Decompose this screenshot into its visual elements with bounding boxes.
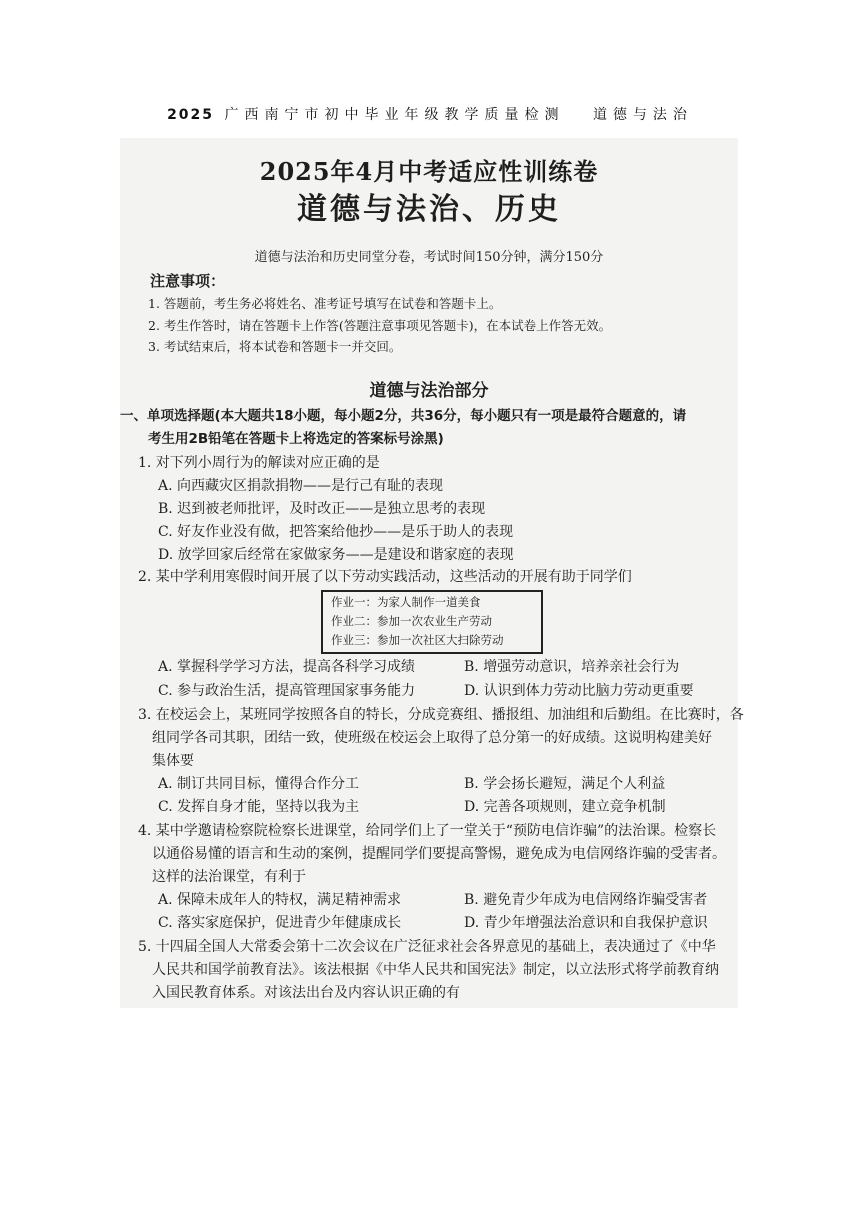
page-header	[0, 104, 860, 124]
question-1-stem: 1. 对下列小周行为的解读对应正确的是	[138, 455, 380, 471]
question-4-option-b: B. 避免青少年成为电信网络诈骗受害者	[464, 892, 708, 908]
exam-subject-title: 道德与法治、历史	[297, 192, 561, 227]
instruction-line: 一、单项选择题(本大题共18小题，每小题2分，共36分，每小题只有一项是最符合题意的，请	[120, 408, 687, 424]
exam-info: 道德与法治和历史同堂分卷，考试时间150分钟，满分150分	[254, 250, 604, 265]
note-item: 2. 考生作答时，请在答题卡上作答(答题注意事项见答题卡)，在本试卷上作答无效。	[148, 318, 612, 333]
question-3-stem: 3. 在校运会上，某班同学按照各自的特长，分成竞赛组、播报组、加油组和后勤组。在比赛时，各	[138, 707, 744, 723]
instruction-line: 考生用2B铅笔在答题卡上将选定的答案标号涂黑)	[148, 431, 444, 447]
question-3-stem: 集体要	[152, 753, 194, 769]
question-2-option-b: B. 增强劳动意识，培养亲社会行为	[464, 659, 680, 675]
material-line: 作业一：为家人制作一道美食	[331, 595, 481, 609]
question-2-option-d: D. 认识到体力劳动比脑力劳动更重要	[464, 683, 694, 699]
question-5-stem: 人民共和国学前教育法》。该法根据《中华人民共和国宪法》制定，以立法形式将学前教育纳	[152, 962, 719, 978]
question-4-option-c: C. 落实家庭保护，促进青少年健康成长	[158, 915, 402, 931]
question-2-stem: 2. 某中学利用寒假时间开展了以下劳动实践活动，这些活动的开展有助于同学们	[138, 569, 632, 585]
question-4-stem: 这样的法治课堂，有利于	[152, 869, 306, 885]
question-2-option-c: C. 参与政治生活，提高管理国家事务能力	[158, 683, 416, 699]
note-item: 1. 答题前，考生务必将姓名、准考证号填写在试卷和答题卡上。	[148, 296, 502, 311]
question-4-stem: 4. 某中学邀请检察院检察长进课堂，给同学们上了一堂关于“预防电信诈骗”的法治课。检察长	[138, 823, 717, 839]
material-line: 作业二：参加一次农业生产劳动	[331, 614, 492, 628]
material-line: 作业三：参加一次社区大扫除劳动	[331, 633, 504, 647]
question-5-stem: 5. 十四届全国人大常委会第十二次会议在广泛征求社会各界意见的基础上，表决通过了《中华	[138, 939, 716, 955]
question-1-option-b: B. 迟到被老师批评，及时改正——是独立思考的表现	[158, 501, 486, 517]
question-4-option-d: D. 青少年增强法治意识和自我保护意识	[464, 915, 708, 931]
question-5-stem: 入国民教育体系。对该法出台及内容认识正确的有	[152, 985, 460, 1001]
header-year: 2025	[167, 107, 215, 123]
notes-heading: 注意事项：	[150, 272, 226, 290]
question-3-stem: 组同学各司其职，团结一致，使班级在校运会上取得了总分第一的好成绩。这说明构建美好	[152, 730, 712, 746]
exam-title: 2025年4月中考适应性训练卷	[259, 157, 599, 186]
question-1-option-a: A. 向西藏灾区捐款捐物——是行己有耻的表现	[158, 478, 444, 494]
question-2-option-a: A. 掌握科学学习方法，提高各科学习成绩	[158, 659, 416, 675]
question-3-option-c: C. 发挥自身才能，坚持以我为主	[158, 799, 360, 815]
question-4-option-a: A. 保障未成年人的特权，满足精神需求	[158, 892, 402, 908]
question-3-option-d: D. 完善各项规则，建立竞争机制	[464, 799, 666, 815]
question-1-option-d: D. 放学回家后经常在家做家务——是建设和谐家庭的表现	[158, 547, 514, 563]
section-title: 道德与法治部分	[369, 381, 489, 401]
question-3-option-a: A. 制订共同目标，懂得合作分工	[158, 776, 360, 792]
question-4-stem: 以通俗易懂的语言和生动的案例，提醒同学们要提高警惕，避免成为电信网络诈骗的受害者。	[152, 846, 726, 862]
question-3-option-b: B. 学会扬长避短，满足个人利益	[464, 776, 666, 792]
note-item: 3. 考试结束后，将本试卷和答题卡一并交回。	[148, 339, 402, 354]
question-1-option-c: C. 好友作业没有做，把答案给他抄——是乐于助人的表现	[158, 524, 514, 540]
scanned-exam-page	[120, 138, 744, 1008]
header-subject: 道德与法治	[592, 107, 693, 123]
question-2-material-box	[321, 590, 543, 654]
header-text: 广西南宁市初中毕业年级教学质量检测	[224, 107, 565, 123]
